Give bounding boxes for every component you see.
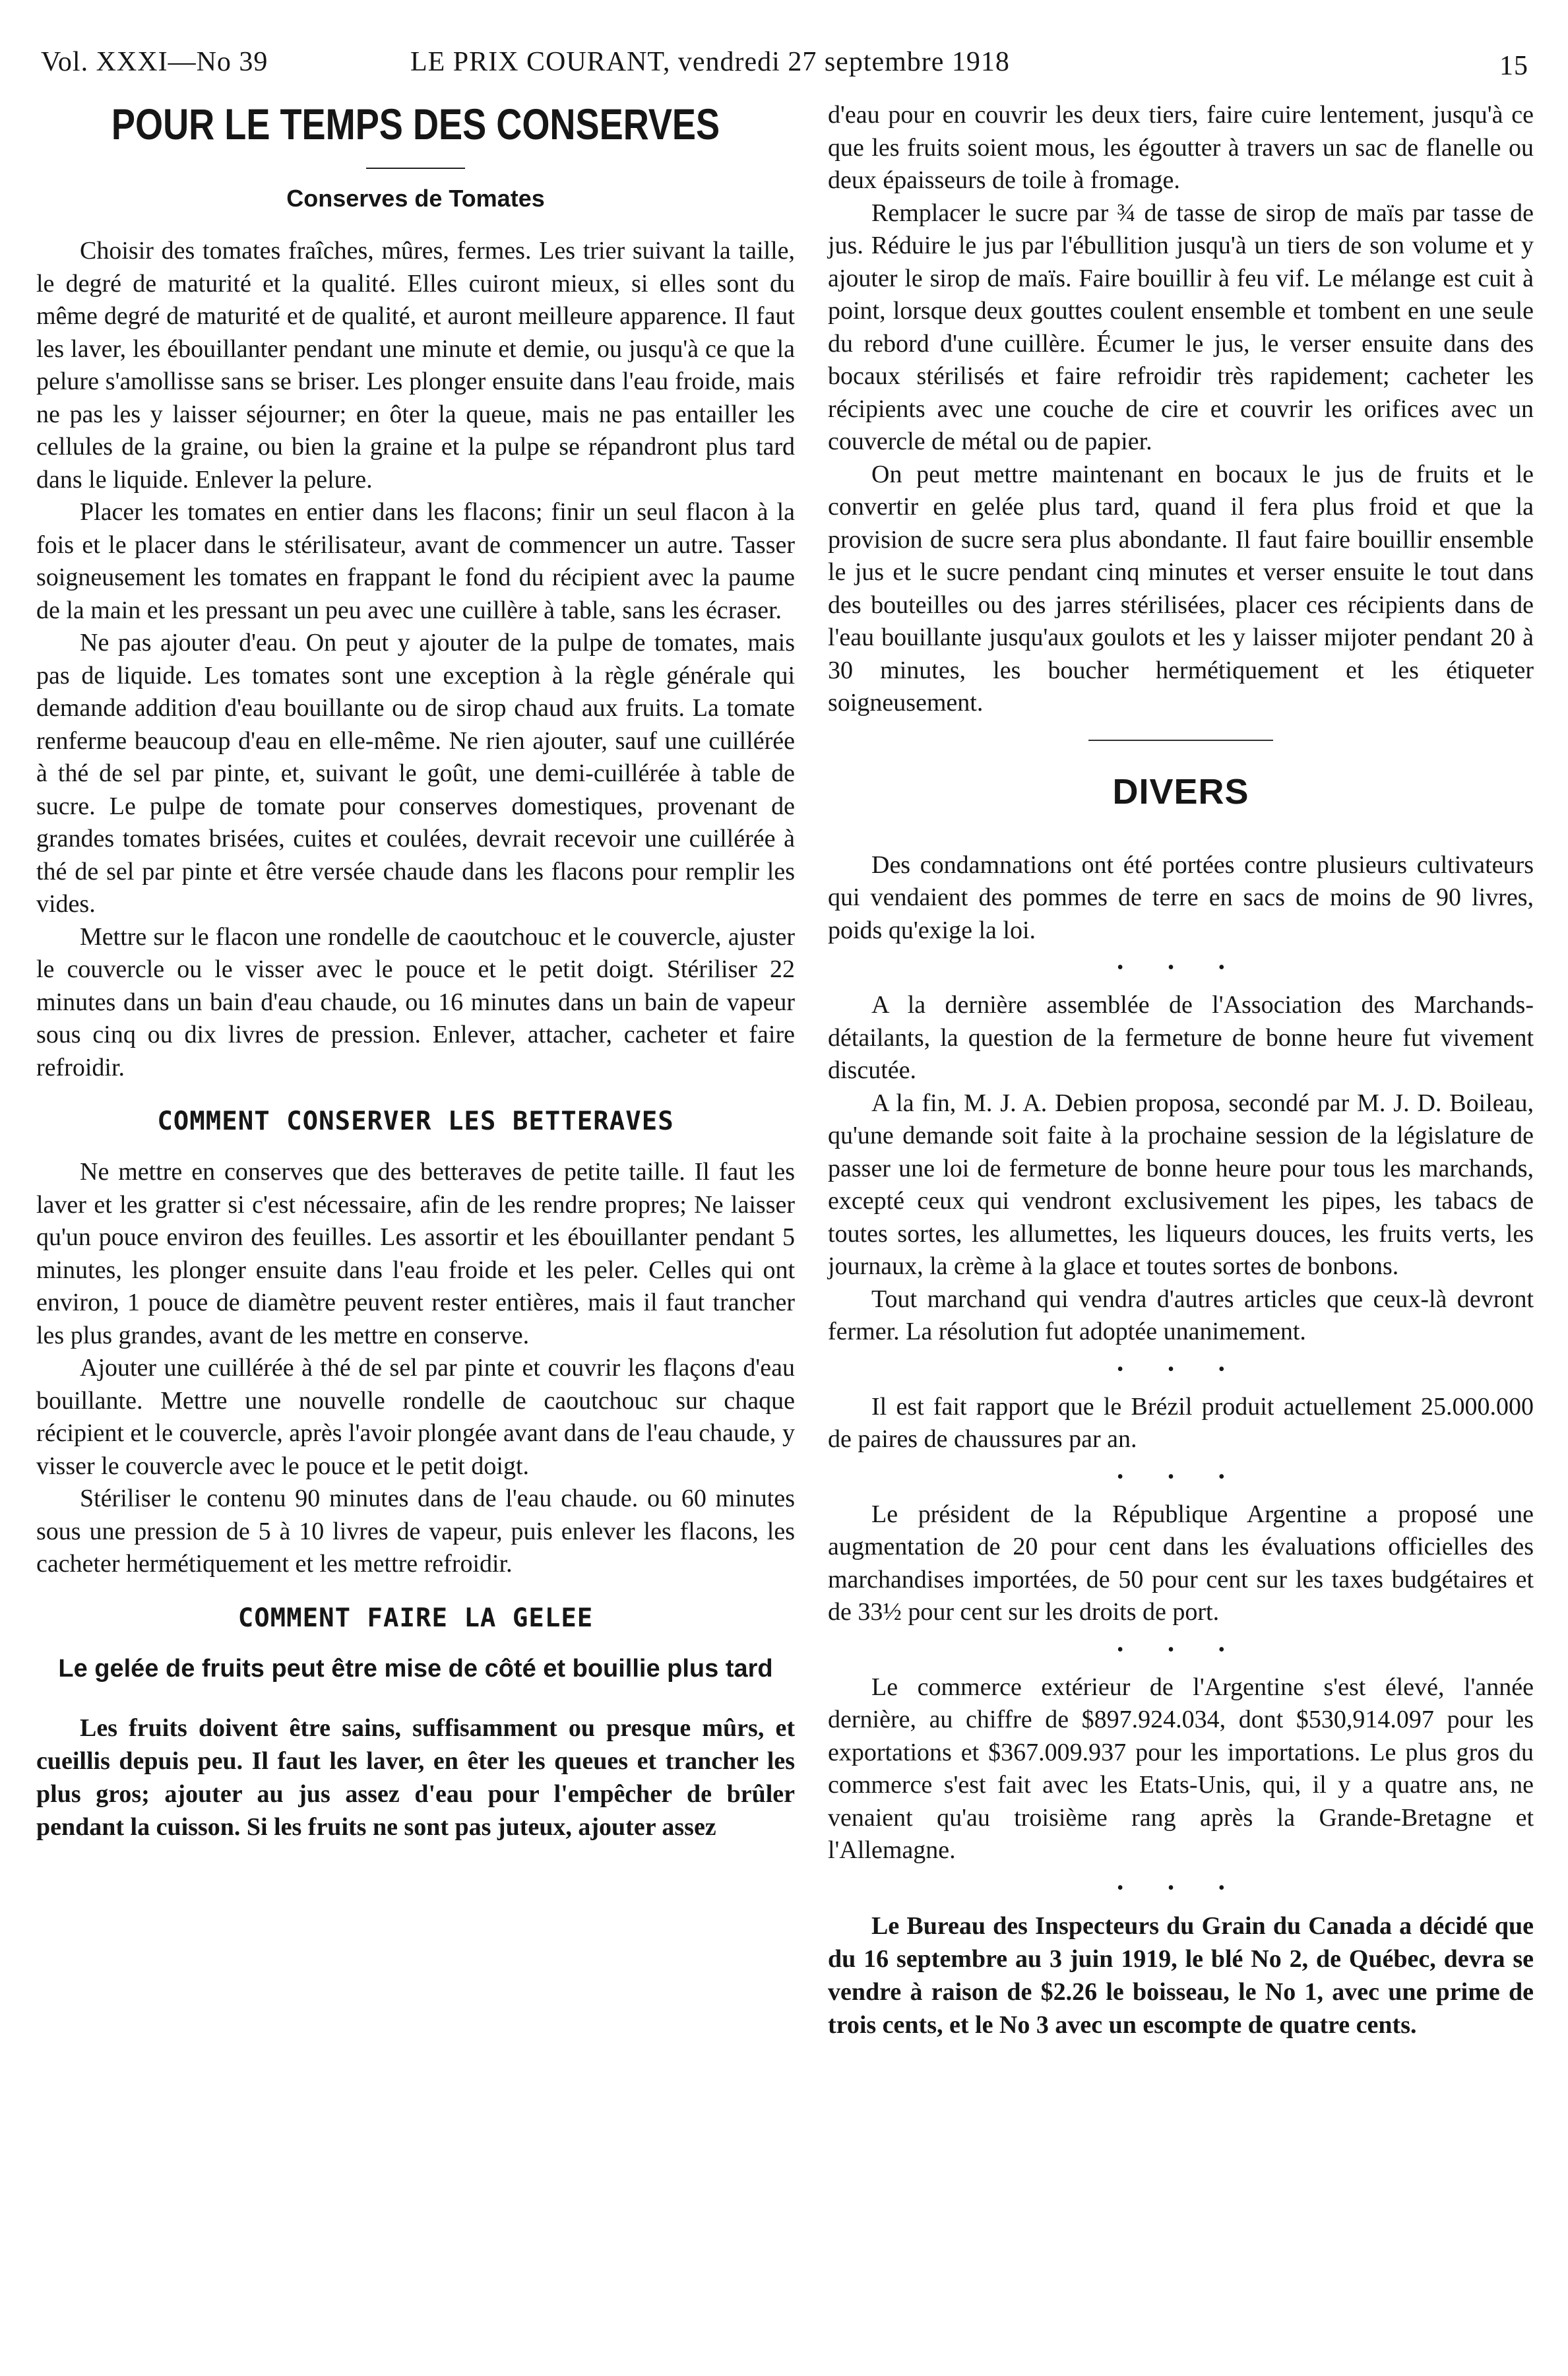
news-item: A la dernière assemblée de l'Association des Marchands-détailants, la question de la fermeture de bonne heure fut vivement discutée. [828,991,1534,1084]
divider [366,168,465,169]
paragraph: Stériliser le contenu 90 minutes dans de l'eau chaude. ou 60 minutes sous une pression de 5 à 10 livres de vapeur, puis enlever les flacons, les cacheter hermétiquement et les mettre refroidir. [36,1485,795,1578]
paragraph: Ne pas ajouter d'eau. On peut y ajouter de la pulpe de tomates, mais pas de liquide. Les tomates sont une exception à la règle générale qui demande addition d'eau bouillante ou de sirop chaud aux fruits. La tomate renferme beaucoup d'eau en elle-même. Ne rien ajouter, sauf une cuillérée à thé de sel par pinte, et, suivant le goût, une demi-cuillérée à table de sucre. Le pulpe de tomate pour conserves domestiques, provenant de grandes tomates brisées, cuites et coulées, devrait recevoir une cuillérée à thé de sel par pinte et être versée chaude dans les flacons pour remplir les vides. [36,629,795,918]
star-separator: • • • [1117,1359,1245,1380]
news-item: Le Bureau des Inspecteurs du Grain du Canada a décidé que du 16 septembre au 3 juin 1919, le blé No 2, de Québec, devra se vendre à raison de $2.26 le boisseau, le No 1, avec une prime de trois cents, et le No 3 avec un escompte de quatre cents. [828,1911,1534,2039]
running-header [41,41,1528,87]
star-separator: • • • [1117,1877,1245,1898]
news-item: A la fin, M. J. A. Debien proposa, secondé par M. J. D. Boileau, qu'une demande soit faite à la prochaine session de la législature de passer une loi de fermeture de bonne heure pour tous les marchands, excepté ceux qui vendront exclusivement les pipes, les tabacs de toutes sortes, les allumettes, les liqueurs douces, les fruits verts, les journaux, la crème à la glace et toutes sortes de bonbons. [828,1089,1534,1280]
news-item: Tout marchand qui vendra d'autres articles que ceux-là devront fermer. La résolution fut adoptée unanimement. [828,1285,1534,1345]
news-item: Le commerce extérieur de l'Argentine s'est élevé, l'année dernière, au chiffre de $897.924.034, dont $530,914.097 pour les exportations et $367.009.937 pour les importations. Le plus gros du commerce s'est fait avec les Etats-Unis, qui, il y a quatre ans, ne venaient qu'au troisième rang après la Grande-Bretagne et l'Allemagne. [828,1673,1534,1864]
beets-article [36,1156,795,1581]
left-column [36,99,795,1844]
paragraph: Choisir des tomates fraîches, mûres, fermes. Les trier suivant la taille, le degré de maturité et la qualité. Elles cuiront mieux, si elles sont du même degré de maturité et de qualité, et auront meilleure apparence. Il faut les laver, les ébouillanter pendant une minute et demie, ou jusqu'à ce que la pelure s'amollisse sans se briser. Les plonger ensuite dans l'eau froide, mais ne pas les y laisser séjourner; en ôter la queue, mais ne pas entailler les cellules de la graine, ou bien la graine et la pulpe se répandront plus tard dans le liquide. Enlever la pelure. [36,237,795,494]
beets-title: COMMENT CONSERVER LES BETTERAVES [157,1107,674,1136]
star-separator: • • • [1117,1639,1245,1660]
page-number: 15 [1499,51,1528,81]
volume-number: Vol. XXXI—No 39 [41,47,268,77]
paragraph: Placer les tomates en entier dans les flacons; finir un seul flacon à la fois et le placer dans le stérilisateur, avant de commencer un autre. Tasser soigneusement les tomates en frappant le fond du récipient avec la paume de la main et les pressant un peu avec une cuillère à table, sans les écraser. [36,498,795,624]
jelly-article [36,1712,795,1844]
paragraph: d'eau pour en couvrir les deux tiers, faire cuire lentement, jusqu'à ce que les fruits soient mous, les égoutter à travers un sac de flanelle ou deux épaisseurs de toile à fromage. [828,101,1534,194]
paragraph: Mettre sur le flacon une rondelle de caoutchouc et le couvercle, ajuster le couvercle ou le visser avec le pouce et le petit doigt. Stériliser 22 minutes dans un bain d'eau chaude, ou 16 minutes dans un bain de vapeur sous cinq ou dix livres de pression. Enlever, attacher, cacheter et faire refroidir. [36,922,795,1081]
tomatoes-title: Conserves de Tomates [286,185,545,212]
paragraph: On peut mettre maintenant en bocaux le jus de fruits et le convertir en gelée plus tard, quand il fera plus froid et que la provision de sucre sera plus abondante. Il faut faire bouillir ensemble le jus et le sucre pendant cinq minutes et verser ensuite le tout dans des bouteilles ou des jarres stérilisées, placer ces récipients dans de l'eau bouillante jusqu'aux goulots et les y laisser mijoter pendant 20 à 30 minutes, les boucher hermétiquement et les étiqueter soigneusement. [828,460,1534,717]
divers-items [828,849,1534,2041]
jelly-subtitle: Le gelée de fruits peut être mise de côté et bouillie plus tard [58,1654,773,1683]
divers-title: DIVERS [1112,771,1249,812]
paragraph: Remplacer le sucre par ¾ de tasse de sirop de maïs par tasse de jus. Réduire le jus par l'ébullition jusqu'à un tiers de son volume et y ajouter le sirop de maïs. Faire bouillir à feu vif. Le mélange est cuit à point, lorsque deux gouttes coulent ensemble et tombent en une seule du rebord d'une cuillère. Écumer le jus, le verser ensuite dans des bocaux stérilisés et faire refroidir très rapidement; cacheter les récipients avec une couche de cire et couvrir les orifices avec un couvercle de métal ou de papier. [828,199,1534,455]
jelly-article-continued [828,99,1534,720]
star-separator: • • • [1117,957,1245,978]
news-item: Le président de la République Argentine a proposé une augmentation de 20 pour cent dans les évaluations officielles des marchandises importées, de 50 pour cent sur les taxes budgétaires et de 33½ pour cent sur les droits de port. [828,1500,1534,1626]
paragraph: Ne mettre en conserves que des betteraves de petite taille. Il faut les laver et les gratter si c'est nécessaire, afin de les rendre propres; Ne laisser qu'un pouce environ des feuilles. Les assortir et les ébouillanter pendant 5 minutes, les plonger ensuite dans l'eau froide et les peler. Celles qui ont environ, 1 pouce de diamètre peuvent rester entières, mais il faut trancher les plus grandes, avant de les mettre en conserve. [36,1158,795,1349]
tomatoes-article [36,235,795,1084]
paragraph: Ajouter une cuillérée à thé de sel par pinte et couvrir les flaçons d'eau bouillante. Mettre une nouvelle rondelle de caoutchouc sur chaque récipient et le couvercle, après l'avoir plongée avant dans de l'eau chaude, y visser le couvercle avec le pouce et le petit doigt. [36,1354,795,1480]
publication-title: LE PRIX COURANT, vendredi 27 septembre 1918 [410,47,1010,77]
news-item: Il est fait rapport que le Brézil produit actuellement 25.000.000 de paires de chaussures par an. [828,1392,1534,1453]
paragraph: Les fruits doivent être sains, suffisamment ou presque mûrs, et cueillis depuis peu. Il faut les laver, en êter les queues et trancher les plus gros; ajouter au jus assez d'eau pour l'empêcher de brûler pendant la cuisson. Si les fruits ne sont pas juteux, ajouter assez [36,1714,795,1841]
jelly-title: COMMENT FAIRE LA GELEE [237,1603,594,1633]
right-column [828,99,1534,2041]
news-item-bold [828,1910,1534,2041]
main-title: POUR LE TEMPS DES CONSERVES [111,100,720,148]
section-divider [828,740,1534,741]
news-item: Des condamnations ont été portées contre plusieurs cultivateurs qui vendaient des pommes de terre en sacs de moins de 90 livres, poids qu'exige la loi. [828,851,1534,944]
star-separator: • • • [1117,1466,1245,1487]
